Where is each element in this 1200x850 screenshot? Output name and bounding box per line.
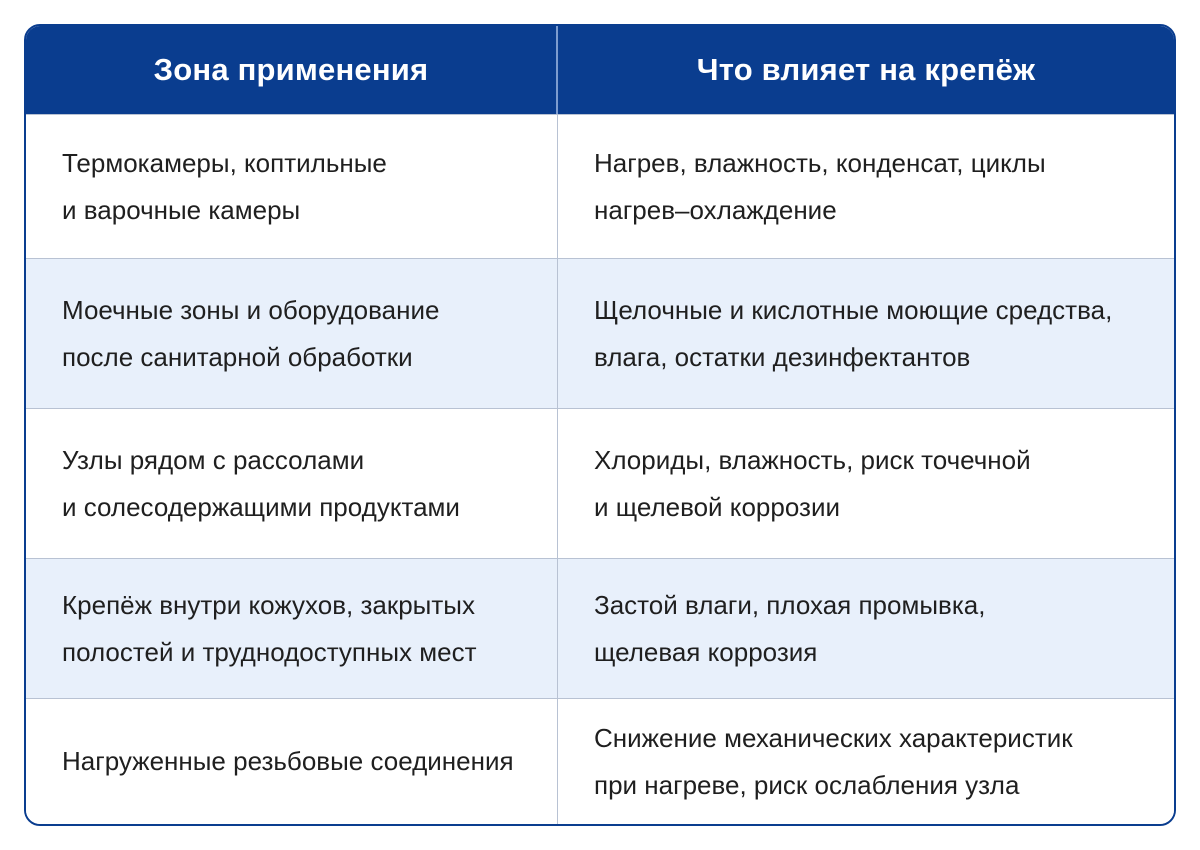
table-row <box>26 558 1174 698</box>
zone-text: Моечные зоны и оборудование <box>62 294 440 325</box>
impact-text: Щелочные и кислотные моющие средства, <box>594 294 1113 325</box>
zone-cell <box>26 409 558 558</box>
fastener-zones-table <box>24 24 1176 826</box>
impact-text: Нагрев, влажность, конденсат, циклы <box>594 147 1046 178</box>
impact-text: Снижение механических характеристик <box>594 722 1073 753</box>
impact-text: Хлориды, влажность, риск точечной <box>594 444 1031 475</box>
table-row <box>26 408 1174 558</box>
zone-text: после санитарной обработки <box>62 341 413 372</box>
impact-text: и щелевой коррозии <box>594 491 840 522</box>
zone-cell <box>26 699 558 824</box>
zone-text: Термокамеры, коптильные <box>62 147 387 178</box>
zone-cell <box>26 559 558 698</box>
table-header <box>26 26 1174 114</box>
impact-cell <box>558 115 1174 258</box>
zone-text: и варочные камеры <box>62 194 301 225</box>
table-row <box>26 258 1174 408</box>
impact-cell <box>558 559 1174 698</box>
zone-text: и солесодержащими продуктами <box>62 491 460 522</box>
zone-text: Узлы рядом с рассолами <box>62 444 365 475</box>
table-row <box>26 698 1174 824</box>
impact-text: Застой влаги, плохая промывка, <box>594 589 986 620</box>
header-impact: Что влияет на крепёж <box>696 52 1036 87</box>
zone-cell <box>26 259 558 408</box>
impact-text: щелевая коррозия <box>594 636 818 667</box>
table-row <box>26 114 1174 258</box>
zone-text: полостей и труднодоступных мест <box>62 636 477 667</box>
impact-cell <box>558 259 1174 408</box>
impact-text: при нагреве, риск ослабления узла <box>594 769 1020 800</box>
impact-cell <box>558 699 1174 824</box>
impact-cell <box>558 409 1174 558</box>
zone-cell <box>26 115 558 258</box>
zone-text: Крепёж внутри кожухов, закрытых <box>62 589 475 620</box>
impact-text: нагрев–охлаждение <box>594 194 837 225</box>
impact-text: влага, остатки дезинфектантов <box>594 341 971 372</box>
header-zone: Зона применения <box>26 26 558 114</box>
zone-text: Нагруженные резьбовые соединения <box>62 746 514 776</box>
